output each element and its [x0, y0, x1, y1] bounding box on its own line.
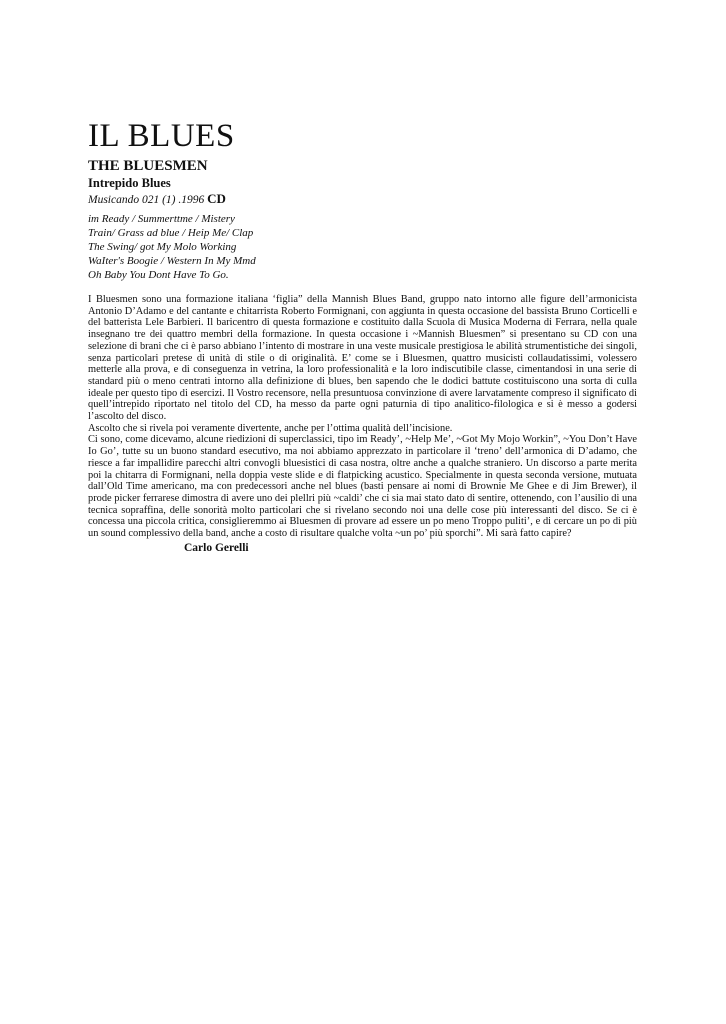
label-catalog: Musicando 021 (1) .1996 [88, 194, 205, 206]
page-title: IL BLUES [88, 118, 235, 154]
format-badge: CD [207, 191, 226, 206]
band-name: THE BLUESMEN [88, 158, 208, 174]
review-paragraph: Ascolto che si rivela poi veramente divertente, anche per l’ottima qualità dell’incisione. [88, 422, 453, 434]
track-line: WaIter's Boogie / Western In My Mmd [88, 255, 256, 267]
review-body [88, 294, 637, 540]
track-line: im Ready / Summerttme / Mistery [88, 213, 235, 225]
review-page [88, 118, 637, 555]
review-paragraph: I Bluesmen sono una formazione italiana ‘figlia” della Mannish Blues Band, gruppo nato intorno alle figure dell’armonicista Antonio D’Adamo e del cantante e chitarrista Roberto Formignani, con aggiunta in questa occasione del bassista Bruno Corticelli e del batterista Lele Barbieri. Il baricentro di questa formazione e costituito dalla Scuola di Musica Moderna di Ferrara, nella quale insegnano tre dei quattro membri della formazione. In questa occasione i ~Mannish Bluesmen” si presentano su CD con una selezione di brani che ci è parso abbiano l’intento di mostrare in una veste musicale prestigiosa le abilità strumentistiche dei singoli, senza particolari pretese di unità di stile o di originalità. E’ come se i Bluesmen, quattro musicisti collaudatissimi, volessero metterle alla prova, e di conseguenza in vetrina, la loro professionalità e la loro indiscutibile classe, cimentandosi in una serie di standard più o meno centrati intorno alla definizione di blues, ben sapendo che le dodici battute costituiscono una sorta di culla ideale per questo tipo di esercizi. Il Vostro recensore, nella presuntuosa convinzione di avere larvatamente compreso il significato di quell’intrepido riportato nel titolo del CD, ha messo da parte ogni paturnia di tipo analitico-filologica e si è messo a godersi l’ascolto del disco. [88, 294, 637, 423]
track-line: The Swing/ got My Molo Working [88, 241, 237, 253]
track-line: Oh Baby You Dont Have To Go. [88, 269, 229, 281]
record-label [88, 191, 637, 208]
track-list [88, 212, 637, 282]
review-paragraph: Ci sono, come dicevamo, alcune riedizioni di superclassici, tipo im Ready’, ~Help Me’, ~Got My Mojo Workin”, ~You Don’t Have Io Go’, tutte su un buono standard esecutivo, ma noi abbiamo apprezzato in particolare il ‘treno’ dell’armonica di D’adamo, che riesce a far impallidire parecchi altri convogli bluesistici di casa nostra, oltre anche a qualche straniero. Un discorso a parte merita poi la chitarra di Formignani, nella doppia veste slide e di flatpicking acustico. Specialmente in questa seconda versione, mutuata dall’Old Time americano, ma con predecessori anche nel blues (basti pensare ai nomi di Brownie Me Ghee e di Jim Brewer), il prode picker ferrarese dimostra di avere uno dei plellri più ~caldi’ che ci sia mai stato dato di sentire, ottenendo, con l’ausilio di una tecnica sopraffina, delle sonorità molto particolari che si rivelano secondo noi una delle cose più interessanti del disco. Se ci è concessa una piccola critica, consiglieremmo ai Bluesmen di provare ad essere un po meno Troppo puliti’, e di cercare un po di più un sound complessivo della band, anche a costo di risultare qualche volta ~un po’ più sporchi”. Mi sarà fatto capire? [88, 434, 637, 540]
album-title: Intrepido Blues [88, 176, 171, 190]
author-signature: Carlo Gerelli [184, 541, 249, 554]
track-line: Train/ Grass ad blue / Heip Me/ Clap [88, 227, 254, 239]
